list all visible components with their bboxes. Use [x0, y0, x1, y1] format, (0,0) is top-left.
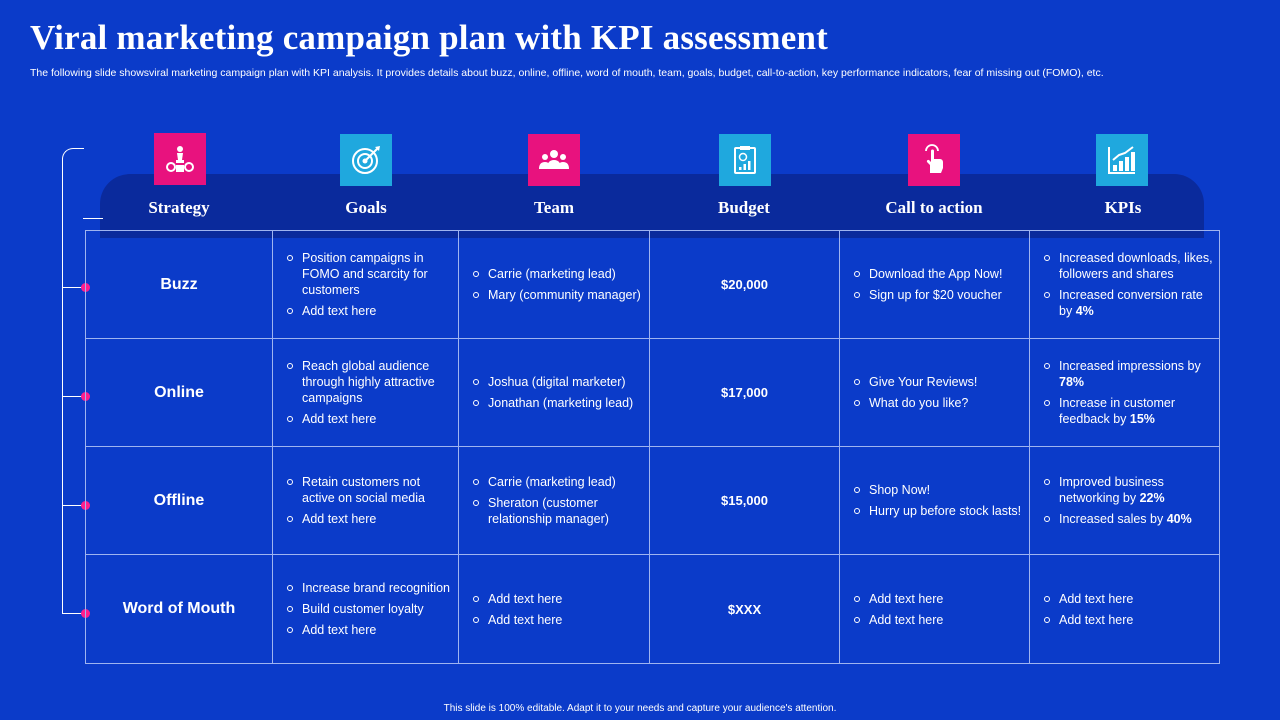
cta-list [840, 266, 1029, 303]
strategy-icon-tile [154, 133, 206, 185]
team-list [459, 374, 649, 411]
budget-cell: $17,000 [650, 339, 840, 447]
table-row [86, 339, 1220, 447]
list-item: Position campaigns in FOMO and scarcity for customers [287, 250, 452, 298]
team-cell [459, 339, 650, 447]
column-header-team: Team [534, 198, 574, 217]
column-header-goals: Goals [345, 198, 387, 217]
list-item: Sheraton (customer relationship manager) [473, 495, 643, 527]
list-item: Download the App Now! [854, 266, 1023, 282]
list-item: Carrie (marketing lead) [473, 474, 643, 490]
kpi-item [1044, 474, 1213, 506]
timeline-arc [62, 148, 84, 220]
team-icon-tile [528, 134, 580, 186]
kpi-value: 22% [1139, 491, 1165, 505]
touch-icon [917, 143, 951, 177]
slide-footer: This slide is 100% editable. Adapt it to your needs and capture your audience's attention. [443, 703, 837, 714]
kpis-cell [1030, 447, 1220, 555]
list-item: Shop Now! [854, 482, 1023, 498]
kpis-list [1030, 250, 1219, 319]
goals-list [273, 474, 458, 527]
column-header-kpis: KPIs [1104, 198, 1142, 217]
campaign-table [85, 230, 1220, 664]
kpi-item [1044, 250, 1213, 282]
list-item: Add text here [287, 411, 452, 427]
kpi-item [1044, 612, 1213, 628]
goals-list [273, 580, 458, 638]
campaign-table-body [86, 231, 1220, 664]
cta-list [840, 374, 1029, 411]
list-item: Hurry up before stock lasts! [854, 503, 1023, 519]
team-list [459, 266, 649, 303]
list-item: Add text here [287, 622, 452, 638]
kpi-text: Improved business networking by [1059, 475, 1164, 505]
kpi-item [1044, 511, 1213, 527]
list-item: Joshua (digital marketer) [473, 374, 643, 390]
team-icon [537, 143, 571, 177]
team-list [459, 474, 649, 527]
list-item: Add text here [473, 612, 643, 628]
strategy-cell: Offline [86, 447, 273, 555]
kpi-text: Increased downloads, likes, followers and shares [1059, 251, 1213, 281]
table-row [86, 555, 1220, 664]
slide-subtitle: The following slide showsviral marketing campaign plan with KPI analysis. It provides details about buzz, online, offline, word of mouth, team, goals, budget, call-to-action, key performance indicators, fear of missing out (FOMO), etc. [30, 67, 1104, 79]
kpis-list [1030, 474, 1219, 527]
timeline-stub [83, 218, 103, 219]
strategy-cell: Word of Mouth [86, 555, 273, 664]
budget-cell: $XXX [650, 555, 840, 664]
cta-cell [840, 447, 1030, 555]
list-item: Retain customers not active on social media [287, 474, 452, 506]
list-item: Reach global audience through highly attractive campaigns [287, 358, 452, 406]
kpi-text: Increased conversion rate by [1059, 288, 1203, 318]
list-item: What do you like? [854, 395, 1023, 411]
column-header-budget: Budget [718, 198, 770, 217]
team-cell [459, 555, 650, 664]
list-item: Add text here [287, 511, 452, 527]
cta-icon-tile [908, 134, 960, 186]
kpis-list [1030, 591, 1219, 628]
budget-cell: $15,000 [650, 447, 840, 555]
kpi-item [1044, 591, 1213, 607]
list-item: Carrie (marketing lead) [473, 266, 643, 282]
kpi-chart-icon [1105, 143, 1139, 177]
kpi-text: Add text here [1059, 591, 1134, 606]
cta-cell [840, 231, 1030, 339]
cta-cell [840, 339, 1030, 447]
kpis-cell [1030, 555, 1220, 664]
strategy-cell: Buzz [86, 231, 273, 339]
budget-cell: $20,000 [650, 231, 840, 339]
kpis-icon-tile [1096, 134, 1148, 186]
slide-title: Viral marketing campaign plan with KPI assessment [30, 18, 828, 57]
target-icon [349, 143, 383, 177]
table-row [86, 447, 1220, 555]
kpi-text: Increased impressions by [1059, 359, 1201, 373]
budget-icon-tile [719, 134, 771, 186]
strategy-cell: Online [86, 339, 273, 447]
strategy-icon [163, 142, 197, 176]
list-item: Increase brand recognition [287, 580, 452, 596]
goals-list [273, 250, 458, 319]
list-item: Mary (community manager) [473, 287, 643, 303]
goals-cell [273, 447, 459, 555]
timeline-line [62, 158, 63, 614]
kpis-list [1030, 358, 1219, 427]
kpis-cell [1030, 339, 1220, 447]
table-row [86, 231, 1220, 339]
kpis-cell [1030, 231, 1220, 339]
kpi-value: 4% [1075, 304, 1094, 318]
kpi-value: 15% [1129, 412, 1155, 426]
list-item: Give Your Reviews! [854, 374, 1023, 390]
kpi-text: Add text here [1059, 612, 1134, 627]
goals-cell [273, 555, 459, 664]
team-cell [459, 447, 650, 555]
list-item: Add text here [473, 591, 643, 607]
cta-cell [840, 555, 1030, 664]
kpi-item [1044, 358, 1213, 390]
goals-cell [273, 339, 459, 447]
cta-list [840, 482, 1029, 519]
budget-icon [728, 143, 762, 177]
kpi-item [1044, 287, 1213, 319]
list-item: Sign up for $20 voucher [854, 287, 1023, 303]
goals-icon-tile [340, 134, 392, 186]
goals-list [273, 358, 458, 427]
kpi-value: 40% [1166, 512, 1192, 526]
team-list [459, 591, 649, 628]
column-header-call-to-action: Call to action [885, 198, 983, 217]
column-header-strategy: Strategy [148, 198, 210, 217]
kpi-item [1044, 395, 1213, 427]
list-item: Build customer loyalty [287, 601, 452, 617]
team-cell [459, 231, 650, 339]
list-item: Add text here [854, 591, 1023, 607]
list-item: Jonathan (marketing lead) [473, 395, 643, 411]
cta-list [840, 591, 1029, 628]
list-item: Add text here [287, 303, 452, 319]
goals-cell [273, 231, 459, 339]
kpi-text: Increased sales by [1059, 512, 1167, 526]
kpi-value: 78% [1059, 375, 1085, 389]
kpi-text: Increase in customer feedback by [1059, 396, 1176, 426]
list-item: Add text here [854, 612, 1023, 628]
